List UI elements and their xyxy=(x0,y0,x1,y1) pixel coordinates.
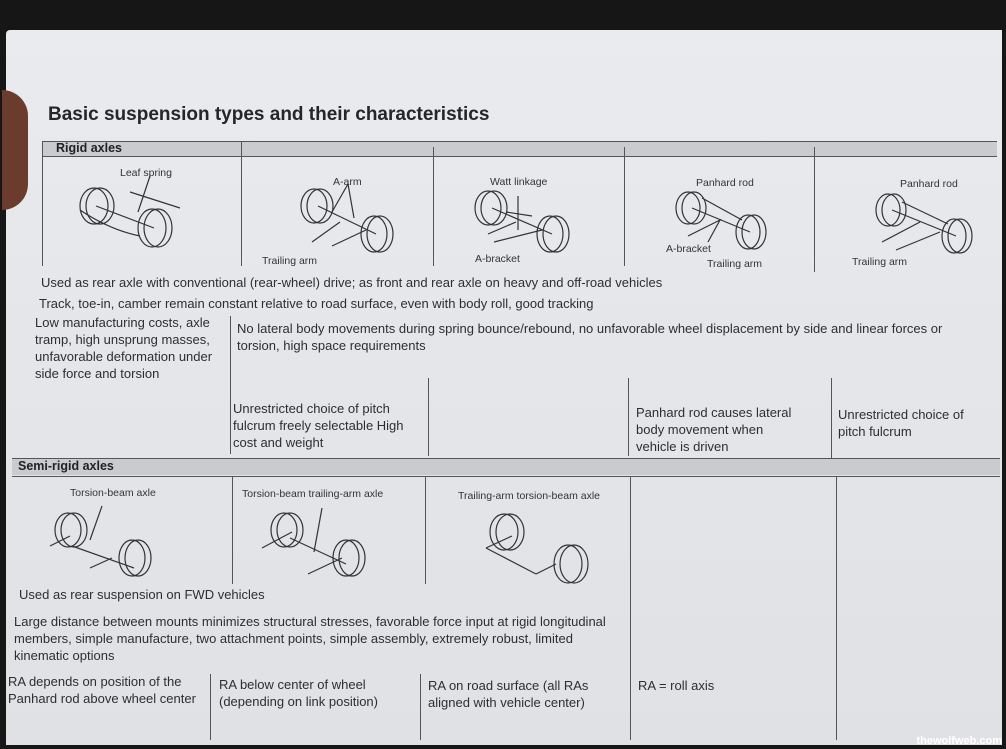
leaf-spring-notes: Low manufacturing costs, axle tramp, high unsprung masses, unfavorable deformation under side force and torsion xyxy=(35,315,213,381)
watt-linkage-diagram xyxy=(470,186,590,256)
thumb xyxy=(2,90,28,210)
panhard-notes: Panhard rod causes lateral body movement when vehicle is driven xyxy=(636,405,792,454)
table-top-rule xyxy=(42,141,997,142)
label-panhard-rod-2: Panhard rod xyxy=(900,178,958,190)
semi-usage-text: Used as rear suspension on FWD vehicles xyxy=(19,587,265,602)
col-divider xyxy=(630,476,631,740)
col-divider xyxy=(624,147,625,266)
label-leaf-spring: Leaf spring xyxy=(120,167,172,179)
label-watt-linkage: Watt linkage xyxy=(490,176,548,188)
torsion-beam-diagram xyxy=(50,506,170,584)
label-torsion-beam-axle: Torsion-beam axle xyxy=(70,487,156,499)
trailing-arm-torsion-beam-diagram xyxy=(478,508,598,588)
label-a-bracket-1: A-bracket xyxy=(475,253,520,265)
semi-top-rule xyxy=(12,458,1000,459)
page-title: Basic suspension types and their characteristics xyxy=(48,104,490,125)
label-a-arm: A-arm xyxy=(333,176,362,188)
a-arm-diagram xyxy=(292,182,412,262)
rigid-usage-text: Used as rear axle with conventional (rear-wheel) drive; as front and rear axle on heavy and off-road vehicles xyxy=(41,275,663,290)
col-divider xyxy=(628,378,629,456)
col-divider xyxy=(428,378,429,456)
col-divider xyxy=(210,674,211,740)
rigid-general-notes: No lateral body movements during spring bounce/rebound, no unfavorable wheel displacement by side and linear forces or torsion, high space requirements xyxy=(237,321,943,353)
ra-note-road-surface: RA on road surface (all RAs aligned with vehicle center) xyxy=(428,678,589,710)
col-divider xyxy=(232,476,233,584)
rigid-header-rule xyxy=(42,156,997,157)
last-column-notes: Unrestricted choice of pitch fulcrum xyxy=(838,407,964,439)
rigid-header-band xyxy=(42,141,997,156)
label-panhard-rod-1: Panhard rod xyxy=(696,177,754,189)
leaf-spring-diagram xyxy=(70,170,230,260)
semi-rigid-axles-header: Semi-rigid axles xyxy=(18,459,114,473)
ra-note-panhard: RA depends on position of the Panhard rod above wheel center xyxy=(8,674,196,706)
col-divider xyxy=(836,476,837,740)
col-divider xyxy=(425,476,426,584)
semi-header-band xyxy=(12,458,1000,475)
label-torsion-beam-trailing-arm-axle: Torsion-beam trailing-arm axle xyxy=(242,488,384,500)
label-a-bracket-2: A-bracket xyxy=(666,243,711,255)
semi-notes: Large distance between mounts minimizes structural stresses, favorable force input at rigid longitudinal members, simple manufacture, two attachment points, simple assembly, extremely robust, limited kinematic options xyxy=(14,614,606,663)
col-divider xyxy=(230,316,231,454)
rigid-axles-header: Rigid axles xyxy=(56,141,122,155)
col-divider xyxy=(831,378,832,458)
watermark: thewolfweb.com xyxy=(916,735,1002,747)
rigid-track-text: Track, toe-in, camber remain constant relative to road surface, even with body roll, good tracking xyxy=(39,296,594,311)
a-arm-notes: Unrestricted choice of pitch fulcrum freely selectable High cost and weight xyxy=(233,401,404,450)
label-trailing-arm-1: Trailing arm xyxy=(262,255,318,267)
torsion-beam-trailing-diagram xyxy=(262,508,382,586)
label-trailing-arm-torsion-beam-axle: Trailing-arm torsion-beam axle xyxy=(458,490,600,502)
ra-note-below-center: RA below center of wheel (depending on link position) xyxy=(219,677,378,709)
col-divider xyxy=(814,147,815,272)
col-divider xyxy=(420,674,421,740)
panhard-trailing-arm-diagram xyxy=(872,192,982,262)
col-divider xyxy=(241,141,242,266)
label-trailing-arm-3: Trailing arm xyxy=(852,256,908,268)
label-trailing-arm-2: Trailing arm xyxy=(707,258,763,270)
col-divider xyxy=(433,147,434,266)
ra-note-roll-axis: RA = roll axis xyxy=(638,678,715,693)
col-divider xyxy=(42,141,43,266)
semi-header-rule xyxy=(12,476,1000,477)
